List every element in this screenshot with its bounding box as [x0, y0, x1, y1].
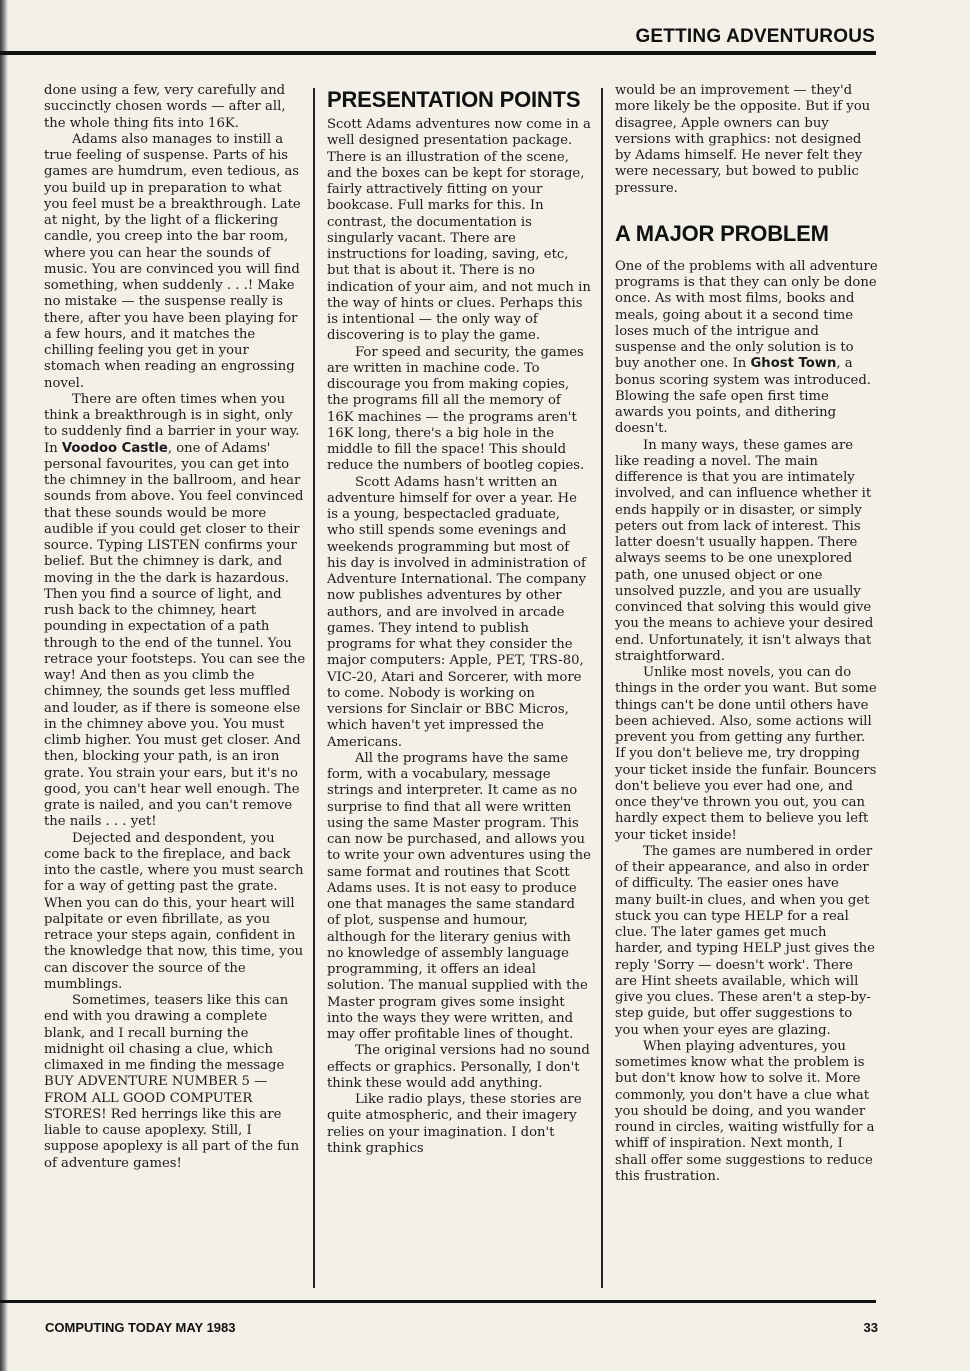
text-run: , one of Adams' personal favourites, you can get into the chimney in the ballroom, and hear sounds from above. You feel convinced that these sounds would be more audible if you could get closer to their source. Typing LISTEN confirms your belief. But the chimney is dark, and moving in the the dark is hazardous. Then you find a source of light, and rush back to the chimney, heart pounding in expectation of a path through to the end of the tunnel. You retrace your footsteps. You can see the way! And then as you climb the chimney, the sounds get less muffled and louder, as if there is someone else in the chimney above you. You must climb higher. You must get closer. And then, blocking your path, is an iron grate. You strain your ears, but it's no good, you can't hear well enough. The grate is nailed, and you can't remove the nails . . . yet!: [44, 440, 306, 830]
page-spine-shadow: [0, 0, 8, 1371]
running-header: GETTING ADVENTUROUS: [635, 26, 875, 47]
paragraph: In many ways, these games are like reading a novel. The main difference is that you are intimately involved, and can influence whether it ends happily or in disaster, or simply peters out from lack of interest. This latter doesn't usually happen. There always seems to be one unexplored path, one unused object or one unsolved puzzle, and you are usually convinced that solving this would give you the means to achieve your desired end. Unfortunately, it isn't always that straightforward.: [615, 437, 874, 664]
game-title: Voodoo Castle: [61, 440, 168, 456]
page-number: 33: [863, 1320, 878, 1335]
paragraph: Scott Adams adventures now come in a well designed presentation package. There is an illustration of the scene, and the boxes can be kept for storage, fairly attractively fitting on your bookcase. Full marks for this. In contrast, the documentation is singularly vacant. There are instructions for loading, saving, etc, but that is about it. There is no indication of your aim, and not much in the way of hints or clues. Perhaps this is intentional — the only way of discovering is to play the game.: [327, 117, 591, 344]
article-column-1: [44, 83, 306, 1172]
publication-footer: COMPUTING TODAY MAY 1983: [45, 1320, 236, 1335]
footer-rule: [0, 1300, 876, 1303]
header-rule: [0, 51, 876, 55]
paragraph: would be an improvement — they'd more likely be the opposite. But if you disagree, Apple owners can buy versions with graphics: not designed by Adams himself. He never felt they were necessary, but bowed to public pressure.: [615, 83, 871, 196]
paragraph: The games are numbered in order of their appearance, and also in order of difficulty. The easier ones have many built-in clues, and when you get stuck you can type HELP for a real clue. The later games get much harder, and typing HELP just gives the reply 'Sorry — doesn't work'. There are Hint sheets available, which will give you clues. These aren't a step-by-step guide, but offer suggestions to you when your eyes are glazing.: [615, 843, 875, 1038]
paragraph: [615, 259, 878, 438]
paragraph: [44, 392, 306, 831]
text-run: There are often times when you think a breakthrough is in sight, only to suddenly find a barrier in your way. In: [44, 391, 300, 456]
section-heading: PRESENTATION POINTS: [327, 87, 581, 112]
paragraph: When playing adventures, you sometimes know what the problem is but don't know how to solve it. More commonly, you don't have a clue what you should be doing, and you wander round in circles, waiting wistfully for a whiff of inspiration. Next month, I shall offer some suggestions to reduce this frustration.: [615, 1038, 875, 1184]
text-run: One of the problems with all adventure programs is that they can only be done once. As with most films, books and meals, going about it a second time loses much of the intrigue and suspense and the only solution is to buy another one. In: [615, 258, 878, 372]
paragraph: All the programs have the same form, with a vocabulary, message strings and interpreter. It came as no surprise to find that all were written using the same Master program. This can now be purchased, and allows you to write your own adventures using the same format and routines that Scott Adams uses. It is not easy to produce one that manages the same standard of plot, suspense and humour, although for the literary genius with no knowledge of assembly language programming, it offers an ideal solution. The manual supplied with the Master program gives some insight into the ways they were written, and may offer profitable lines of thought.: [327, 750, 591, 1042]
section-heading: A MAJOR PROBLEM: [615, 220, 829, 246]
paragraph: Sometimes, teasers like this can end with you drawing a complete blank, and I recall burning the midnight oil chasing a clue, which climaxed in me finding the message BUY ADVENTURE NUMBER 5 — FROM ALL GOOD COMPUTER STORES! Red herrings like this are liable to cause apoplexy. Still, I suppose apoplexy is all part of the fun of adventure games!: [44, 993, 300, 1171]
paragraph: Like radio plays, these stories are quite atmospheric, and their imagery relies on your imagination. I don't think graphics: [327, 1092, 582, 1156]
column-divider: [313, 88, 315, 1288]
paragraph: Scott Adams hasn't written an adventure himself for over a year. He is a young, bespectacled graduate, who still spends some evenings and weekends programming but most of his day is involved in administration of Adventure International. The company now publishes adventures by other authors, and are involved in arcade games. They intend to publish programs for what they consider the major computers: Apple, PET, TRS-80, VIC-20, Atari and Sorcerer, with more to come. Nobody is working on versions for Sinclair or BBC Micros, which haven't yet impressed the Americans.: [327, 474, 587, 750]
paragraph: Dejected and despondent, you come back to the fireplace, and back into the castle, where you must search for a way of getting past the grate. When you can do this, your heart will palpitate or even fibrillate, as you retrace your steps again, confident in the knowledge that now, this time, you can discover the source of the mumblings.: [44, 830, 304, 992]
paragraph: For speed and security, the games are written in machine code. To discourage you from making copies, the programs fill all the memory of 16K machines — the programs aren't 16K long, there's a big hole in the middle to fill the space! This should reduce the numbers of bootleg copies.: [327, 344, 585, 474]
game-title: Ghost Town: [750, 356, 837, 372]
paragraph: The original versions had no sound effects or graphics. Personally, I don't think these would add anything.: [327, 1043, 590, 1091]
paragraph: Unlike most novels, you can do things in the order you want. But some things can't be done until others have been achieved. Also, some actions will prevent you from getting any further. If you don't believe me, try dropping your ticket inside the funfair. Bouncers don't believe you ever had one, and once they've thrown you out, you can hardly expect them to believe you left your ticket inside!: [615, 665, 877, 843]
paragraph: Adams also manages to instill a true feeling of suspense. Parts of his games are humdrum, even tedious, as you build up in preparation to what you feel must be a breakthrough. Late at night, by the light of a flickering candle, you creep into the bar room, where you can hear the sounds of music. You are convinced you will find something, when suddenly . . .! Make no mistake — the suspense really is there, after you have been playing for a few hours, and it matches the chilling feeling you get in your stomach when reading an engrossing novel.: [44, 131, 301, 391]
article-column-3: [615, 83, 878, 1185]
paragraph: done using a few, very carefully and succinctly chosen words — after all, the whole thing fits into 16K.: [44, 83, 286, 131]
text-run: , a bonus scoring system was introduced. Blowing the safe open first time awards you points, and dithering doesn't.: [615, 356, 871, 437]
article-column-2: [327, 83, 591, 1157]
column-divider: [601, 88, 603, 1288]
